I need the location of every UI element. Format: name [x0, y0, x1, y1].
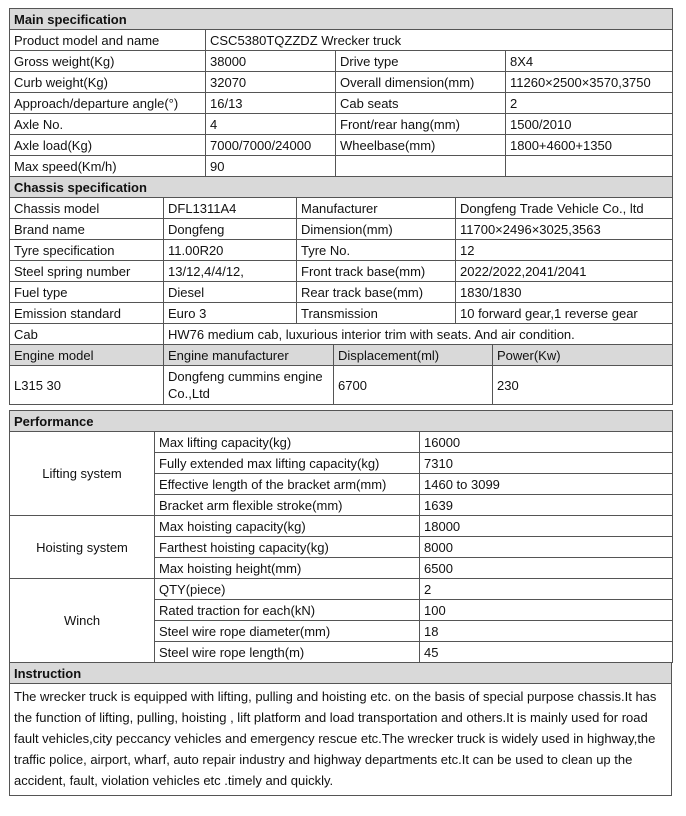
engine-value-row — [10, 366, 673, 405]
spec-label: Drive type — [336, 51, 506, 72]
spec-value: 1800+4600+1350 — [506, 135, 673, 156]
spec-label: Steel wire rope length(m) — [155, 642, 420, 663]
spec-value: 16000 — [420, 432, 673, 453]
spec-label: Dimension(mm) — [297, 219, 456, 240]
main-spec-table — [9, 8, 673, 177]
spec-value: 10 forward gear,1 reverse gear — [456, 303, 673, 324]
spec-label: Bracket arm flexible stroke(mm) — [155, 495, 420, 516]
spec-value: 90 — [206, 156, 336, 177]
spec-label: Steel spring number — [10, 261, 164, 282]
engine-model-value: L315 30 — [10, 366, 164, 405]
engine-manufacturer-header: Engine manufacturer — [164, 345, 334, 366]
spec-label: Farthest hoisting capacity(kg) — [155, 537, 420, 558]
spec-label: Rated traction for each(kN) — [155, 600, 420, 621]
displacement-header: Displacement(ml) — [334, 345, 493, 366]
spec-value: Dongfeng Trade Vehicle Co., ltd — [456, 198, 673, 219]
spec-value — [506, 156, 673, 177]
table-row — [10, 303, 673, 324]
table-row — [10, 282, 673, 303]
table-row — [10, 72, 673, 93]
table-row — [10, 135, 673, 156]
spec-value: 11700×2496×3025,3563 — [456, 219, 673, 240]
spec-label: Overall dimension(mm) — [336, 72, 506, 93]
table-row — [10, 219, 673, 240]
spec-label: Chassis model — [10, 198, 164, 219]
spec-label: Transmission — [297, 303, 456, 324]
power-value: 230 — [493, 366, 673, 405]
displacement-value: 6700 — [334, 366, 493, 405]
spec-sheet — [9, 8, 672, 796]
cab-value: HW76 medium cab, luxurious interior trim with seats. And air condition. — [164, 324, 673, 345]
spec-value: 2 — [506, 93, 673, 114]
spec-value: 18000 — [420, 516, 673, 537]
spec-label: Front track base(mm) — [297, 261, 456, 282]
spec-label: Gross weight(Kg) — [10, 51, 206, 72]
spec-label: Max hoisting height(mm) — [155, 558, 420, 579]
spec-value: 32070 — [206, 72, 336, 93]
spec-value: 1639 — [420, 495, 673, 516]
table-row — [10, 324, 673, 345]
group-name: Winch — [10, 579, 155, 663]
chassis-spec-table — [9, 176, 673, 345]
spec-label: Wheelbase(mm) — [336, 135, 506, 156]
main-spec-heading: Main specification — [10, 9, 673, 30]
spec-value: 38000 — [206, 51, 336, 72]
spec-label: Curb weight(Kg) — [10, 72, 206, 93]
spec-value: 8X4 — [506, 51, 673, 72]
engine-table — [9, 344, 673, 405]
spec-label: Rear track base(mm) — [297, 282, 456, 303]
spec-label: Max lifting capacity(kg) — [155, 432, 420, 453]
performance-heading: Performance — [10, 411, 673, 432]
performance-table — [9, 410, 673, 663]
spec-label: Max hoisting capacity(kg) — [155, 516, 420, 537]
spec-label: Tyre specification — [10, 240, 164, 261]
table-row — [10, 261, 673, 282]
table-row — [10, 93, 673, 114]
spec-label: Emission standard — [10, 303, 164, 324]
spec-value: 1500/2010 — [506, 114, 673, 135]
table-row — [10, 432, 673, 453]
cab-label: Cab — [10, 324, 164, 345]
spec-value: 8000 — [420, 537, 673, 558]
spec-label: Manufacturer — [297, 198, 456, 219]
table-row — [10, 51, 673, 72]
group-name: Lifting system — [10, 432, 155, 516]
spec-label: Approach/departure angle(°) — [10, 93, 206, 114]
spec-label: QTY(piece) — [155, 579, 420, 600]
spec-value: 16/13 — [206, 93, 336, 114]
spec-label: Brand name — [10, 219, 164, 240]
engine-model-header: Engine model — [10, 345, 164, 366]
spec-value: Dongfeng — [164, 219, 297, 240]
chassis-spec-heading: Chassis specification — [10, 177, 673, 198]
spec-value: 2 — [420, 579, 673, 600]
spec-label: Fuel type — [10, 282, 164, 303]
table-row — [10, 579, 673, 600]
table-row — [10, 114, 673, 135]
spec-label: Effective length of the bracket arm(mm) — [155, 474, 420, 495]
spec-label: Cab seats — [336, 93, 506, 114]
spec-value: 7000/7000/24000 — [206, 135, 336, 156]
spec-value: 18 — [420, 621, 673, 642]
product-value: CSC5380TQZZDZ Wrecker truck — [206, 30, 673, 51]
spec-value: 45 — [420, 642, 673, 663]
spec-value: 11260×2500×3570,3750 — [506, 72, 673, 93]
engine-manufacturer-value: Dongfeng cummins engine Co.,Ltd — [164, 366, 334, 405]
instruction-table — [9, 662, 672, 796]
group-name: Hoisting system — [10, 516, 155, 579]
spec-value: 11.00R20 — [164, 240, 297, 261]
spec-label: Axle load(Kg) — [10, 135, 206, 156]
spec-label: Front/rear hang(mm) — [336, 114, 506, 135]
spec-label: Steel wire rope diameter(mm) — [155, 621, 420, 642]
spec-label: Fully extended max lifting capacity(kg) — [155, 453, 420, 474]
table-row — [10, 156, 673, 177]
spec-value: 1830/1830 — [456, 282, 673, 303]
spec-value: Euro 3 — [164, 303, 297, 324]
spec-value: 4 — [206, 114, 336, 135]
spec-label: Tyre No. — [297, 240, 456, 261]
spec-label: Max speed(Km/h) — [10, 156, 206, 177]
spec-value: 13/12,4/4/12, — [164, 261, 297, 282]
instruction-text: The wrecker truck is equipped with lifting, pulling and hoisting etc. on the basis of special purpose chassis.It has the function of lifting, pulling, hoisting , lift platform and load transportation and others.It is mainly used for road fault vehicles,city peccancy vehicles and emergency rescue etc.The wrecker truck is widely used in highway,the traffic police, airport, wharf, auto repair industry and highway departments etc.It can be used to clean up the accident, fault, violation vehicles etc .timely and quickly. — [10, 684, 672, 796]
spec-value: 1460 to 3099 — [420, 474, 673, 495]
spec-value: Diesel — [164, 282, 297, 303]
table-row — [10, 516, 673, 537]
spec-label: Axle No. — [10, 114, 206, 135]
spec-value: DFL1311A4 — [164, 198, 297, 219]
table-row — [10, 198, 673, 219]
spec-value: 100 — [420, 600, 673, 621]
spec-value: 7310 — [420, 453, 673, 474]
engine-header-row — [10, 345, 673, 366]
table-row — [10, 240, 673, 261]
spec-value: 6500 — [420, 558, 673, 579]
power-header: Power(Kw) — [493, 345, 673, 366]
spec-label — [336, 156, 506, 177]
spec-value: 2022/2022,2041/2041 — [456, 261, 673, 282]
product-label: Product model and name — [10, 30, 206, 51]
spec-value: 12 — [456, 240, 673, 261]
instruction-heading: Instruction — [10, 663, 672, 684]
